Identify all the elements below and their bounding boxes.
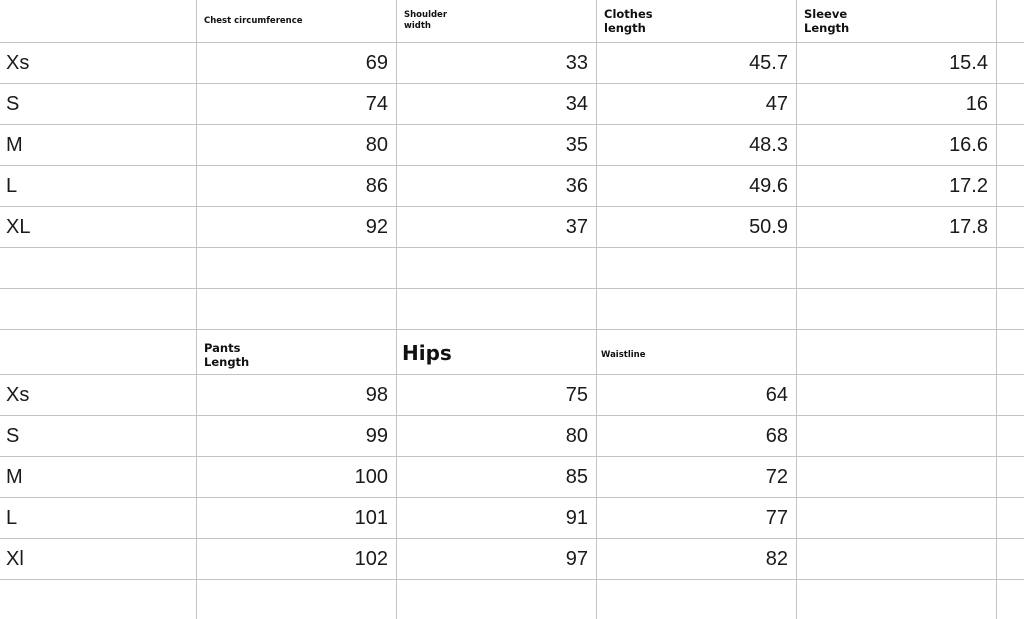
cell-sleeve: 16: [965, 93, 988, 115]
column-divider: [996, 0, 997, 619]
row-divider: [0, 165, 1024, 166]
cell-chest: 92: [365, 216, 388, 238]
cell-waist: 72: [765, 466, 788, 488]
cell-chest: 69: [365, 52, 388, 74]
cell-shoulder: 35: [565, 134, 588, 156]
cell-hips: 85: [565, 466, 588, 488]
row-divider: [0, 42, 1024, 43]
cell-hips: 75: [565, 384, 588, 406]
cell-shoulder: 33: [565, 52, 588, 74]
row-divider: [0, 415, 1024, 416]
cell-waist: 77: [765, 507, 788, 529]
header-sleeve: Sleeve: [804, 7, 848, 21]
row-divider: [0, 288, 1024, 289]
size-label: L: [6, 175, 18, 197]
cell-chest: 86: [365, 175, 388, 197]
column-divider: [196, 0, 197, 619]
header-shoulder: Shoulder: [404, 10, 448, 20]
row-divider: [0, 579, 1024, 580]
header-clothes-length: length: [604, 21, 646, 35]
cell-pants: 98: [365, 384, 388, 406]
header-pants: Pants: [204, 341, 241, 355]
cell-sleeve: 17.8: [949, 216, 988, 238]
size-label: M: [6, 134, 23, 156]
column-divider: [796, 0, 797, 619]
size-label: L: [6, 507, 18, 529]
cell-shoulder: 34: [565, 93, 588, 115]
size-label: Xs: [6, 52, 30, 74]
column-divider: [396, 0, 397, 619]
row-divider: [0, 329, 1024, 330]
header-sleeve-length: Length: [804, 21, 850, 35]
cell-shoulder: 37: [565, 216, 588, 238]
header-chest-circumference: Chest circumference: [204, 16, 303, 26]
cell-clothes: 50.9: [749, 216, 788, 238]
size-label: XL: [6, 216, 31, 238]
size-label: S: [6, 93, 20, 115]
cell-hips: 97: [565, 548, 588, 570]
size-label: Xl: [6, 548, 24, 570]
cell-pants: 102: [354, 548, 388, 570]
cell-pants: 100: [354, 466, 388, 488]
row-divider: [0, 374, 1024, 375]
row-divider: [0, 247, 1024, 248]
cell-clothes: 48.3: [749, 134, 788, 156]
cell-clothes: 47: [765, 93, 788, 115]
row-divider: [0, 538, 1024, 539]
row-divider: [0, 456, 1024, 457]
cell-sleeve: 17.2: [949, 175, 988, 197]
size-label: M: [6, 466, 23, 488]
header-hips: Hips: [402, 341, 452, 365]
cell-hips: 91: [565, 507, 588, 529]
cell-sleeve: 15.4: [949, 52, 988, 74]
cell-waist: 68: [765, 425, 788, 447]
header-clothes: Clothes: [604, 7, 653, 21]
cell-chest: 74: [365, 93, 388, 115]
header-shoulder-width: width: [404, 21, 431, 31]
cell-chest: 80: [365, 134, 388, 156]
row-divider: [0, 83, 1024, 84]
size-label: Xs: [6, 384, 30, 406]
cell-sleeve: 16.6: [949, 134, 988, 156]
row-divider: [0, 124, 1024, 125]
cell-clothes: 49.6: [749, 175, 788, 197]
header-waistline: Waistline: [601, 350, 646, 360]
row-divider: [0, 206, 1024, 207]
cell-waist: 82: [765, 548, 788, 570]
cell-pants: 99: [365, 425, 388, 447]
size-label: S: [6, 425, 20, 447]
row-divider: [0, 497, 1024, 498]
cell-hips: 80: [565, 425, 588, 447]
column-divider: [596, 0, 597, 619]
header-pants-length: Length: [204, 355, 250, 369]
cell-pants: 101: [354, 507, 388, 529]
cell-shoulder: 36: [565, 175, 588, 197]
cell-clothes: 45.7: [749, 52, 788, 74]
cell-waist: 64: [765, 384, 788, 406]
